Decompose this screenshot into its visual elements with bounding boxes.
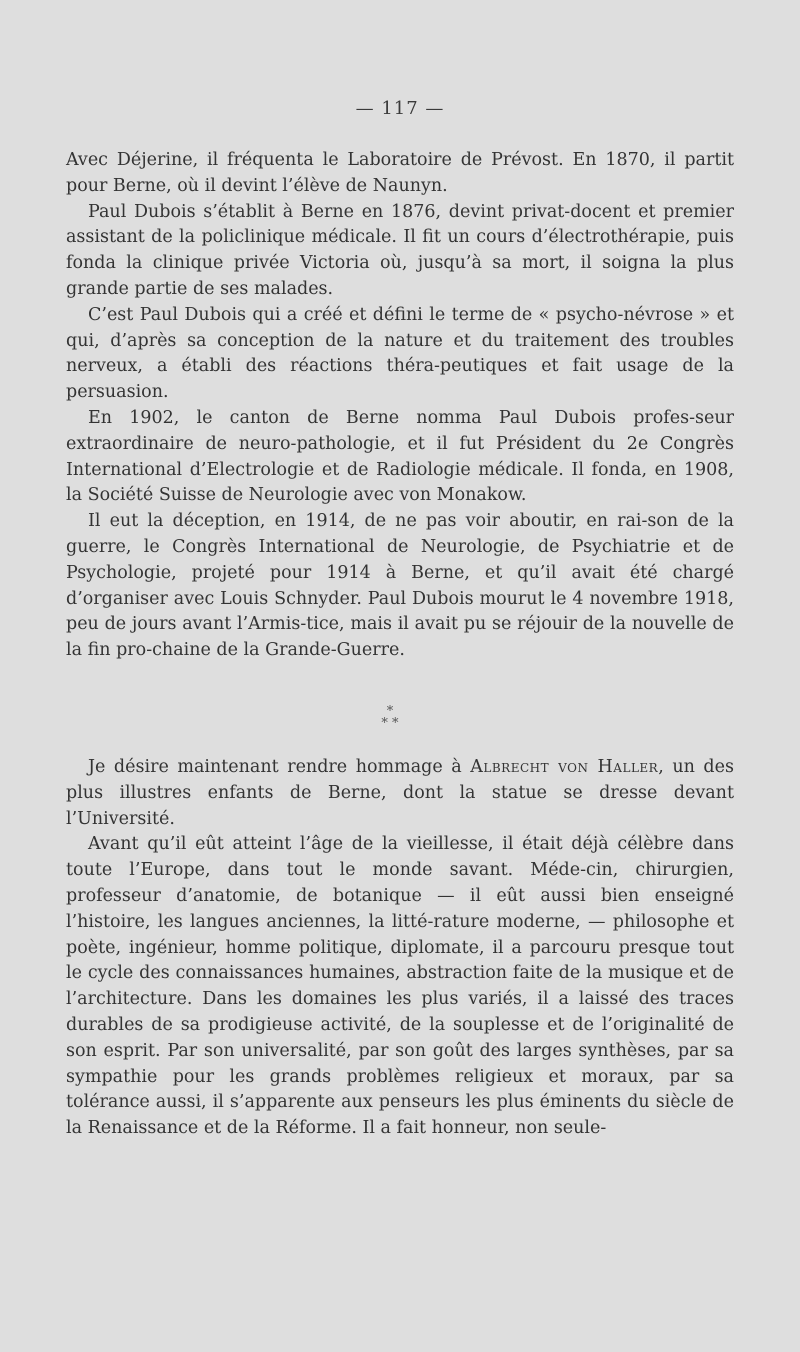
asterism-separator bbox=[370, 706, 410, 730]
text-block-haller bbox=[66, 755, 734, 1142]
paragraph-5: Il eut la déception, en 1914, de ne pas voir aboutir, en rai-son de la guerre, le Congrès International de Neurologie, de Psychiatrie et de Psychologie, projeté pour 1914 à Berne, et qu’il avait été chargé d’organiser avec Louis Schnyder. Paul Dubois mourut le 4 novembre 1918, peu de jours avant l’Armis-tice, mais il avait pu se réjouir de la nouvelle de la fin pro-chaine de la Grande-Guerre. bbox=[66, 511, 734, 661]
asterism-bottom: * * bbox=[381, 716, 399, 731]
paragraph-3: C’est Paul Dubois qui a créé et défini le terme de « psycho-névrose » et qui, d’après sa conception de la nature et du traitement des troubles nerveux, a établi des réactions théra-peutiques et fait usage de la persuasion. bbox=[66, 304, 734, 403]
paragraph-haller-after: , un des plus illustres enfants de Berne, dont la statue se dresse devant l’Université. bbox=[66, 757, 734, 829]
asterism-top: * bbox=[386, 704, 394, 719]
paragraph-2: Paul Dubois s’établit à Berne en 1876, devint privat-docent et premier assistant de la policlinique médicale. Il fit un cours d’électrothérapie, puis fonda la clinique privée Victoria où, jusqu’à sa mort, il soigna la plus grande partie de ses malades. bbox=[66, 201, 734, 299]
paragraph-4: En 1902, le canton de Berne nomma Paul Dubois profes-seur extraordinaire de neuro-pathologie, et il fut Président du 2e Congrès International d’Electrologie et de Radiologie médicale. Il fonda, en 1908, la Société Suisse de Neurologie avec von Monakow. bbox=[66, 407, 734, 506]
paragraph-haller-2: Avant qu’il eût atteint l’âge de la vieillesse, il était déjà célèbre dans toute l’Europe, dans tout le monde savant. Méde-cin, chirurgien, professeur d’anatomie, de botanique — il eût aussi bien enseigné l’histoire, les langues anciennes, la litté-rature moderne, — philosophe et poète, ingénieur, homme politique, diplomate, il a parcouru presque tout le cycle des connaissances humaines, abstraction faite de la musique et de l’architecture. Dans les domaines les plus variés, il a laissé des traces durables de sa prodigieuse activité, de la souplesse et de l’originalité de son esprit. Par son universalité, par son goût des larges synthèses, par sa sympathie pour les grands problèmes religieux et moraux, par sa tolérance aussi, il s’apparente aux penseurs les plus éminents du siècle de la Renaissance et de la Réforme. Il a fait honneur, non seule- bbox=[66, 834, 734, 1139]
paragraph-haller-before: Je désire maintenant rendre hommage à bbox=[88, 757, 471, 777]
text-block-dubois bbox=[66, 148, 734, 664]
haller-name: Albrecht von Haller bbox=[470, 757, 659, 777]
paragraph-haller bbox=[66, 755, 734, 832]
paragraph-1: Avec Déjerine, il fréquenta le Laboratoire de Prévost. En 1870, il partit pour Berne, où il devint l’élève de Naunyn. bbox=[66, 150, 734, 196]
page-number: — 117 — bbox=[355, 98, 445, 119]
